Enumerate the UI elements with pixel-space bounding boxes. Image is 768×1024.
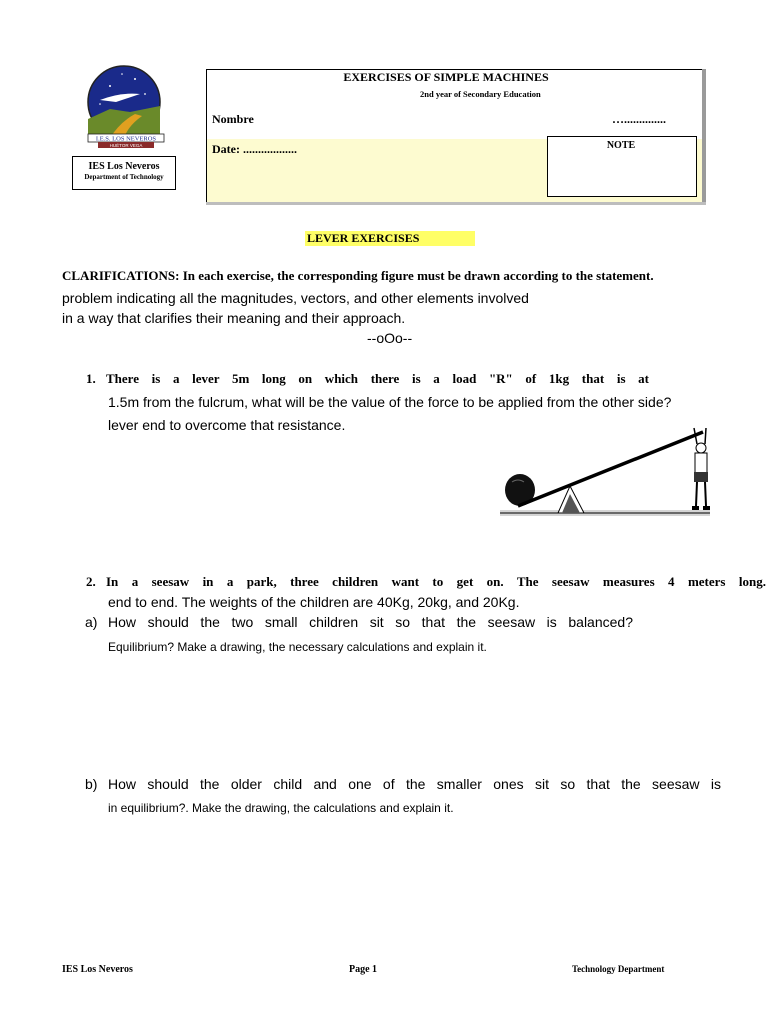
note-label: NOTE [606, 140, 636, 151]
question-2-line-2: end to end. The weights of the children are 40Kg, 20kg, and 20Kg. [108, 594, 520, 610]
question-2a-line-2: Equilibrium? Make a drawing, the necessary calculations and explain it. [108, 640, 487, 654]
footer-department: Technology Department [572, 964, 665, 974]
question-1-line-3: lever end to overcome that resistance. [108, 417, 346, 433]
footer-page-number: Page 1 [349, 964, 378, 975]
name-label: Nombre [212, 112, 254, 126]
question-2b-line-2: in equilibrium?. Make the drawing, the calculations and explain it. [108, 801, 454, 815]
school-department: Department of Technology [84, 173, 164, 181]
clarifications-line-2: problem indicating all the magnitudes, vectors, and other elements involved [62, 290, 529, 306]
clarifications-line-3: in a way that clarifies their meaning and their approach. [62, 310, 406, 326]
question-2a-letter: a) [85, 614, 98, 630]
divider: --oOo-- [367, 330, 413, 346]
date-field[interactable]: Date: .................. [212, 142, 297, 156]
lever-illustration [498, 424, 714, 524]
header-shadow-bottom [206, 202, 706, 205]
person-icon [692, 428, 710, 510]
school-logo [80, 64, 172, 156]
header-title: EXERCISES OF SIMPLE MACHINES [343, 70, 549, 84]
question-1-number: 1. [86, 371, 96, 386]
logo-subtext: HUÉTOR VEGA [109, 143, 143, 148]
section-title: LEVER EXERCISES [305, 231, 475, 246]
header-shadow-right [702, 69, 706, 204]
header-subtitle: 2nd year of Secondary Education [420, 89, 541, 99]
school-name-box [72, 156, 176, 190]
footer-school: IES Los Neveros [62, 964, 133, 975]
question-2b-line-1: How should the older child and one of the smaller ones sit so that the seesaw is [108, 776, 721, 792]
question-2b-letter: b) [85, 776, 98, 792]
question-2-line-1: In a seesaw in a park, three children want to get on. The seesaw measures 4 meters long. [106, 574, 766, 589]
logo-text: I.E.S. LOS NEVEROS [95, 135, 157, 143]
school-name: IES Los Neveros [88, 161, 160, 172]
question-1-line-2: 1.5m from the fulcrum, what will be the value of the force to be applied from the other side? [108, 394, 672, 410]
clarifications-line-1: CLARIFICATIONS: In each exercise, the corresponding figure must be drawn according to the statement. [62, 268, 654, 283]
name-field[interactable]: ….............. [612, 112, 666, 126]
question-1-line-1: There is a lever 5m long on which there is a load "R" of 1kg that is at [106, 371, 649, 386]
question-2a-line-1: How should the two small children sit so that the seesaw is balanced? [108, 614, 633, 630]
question-2-number: 2. [86, 574, 96, 589]
